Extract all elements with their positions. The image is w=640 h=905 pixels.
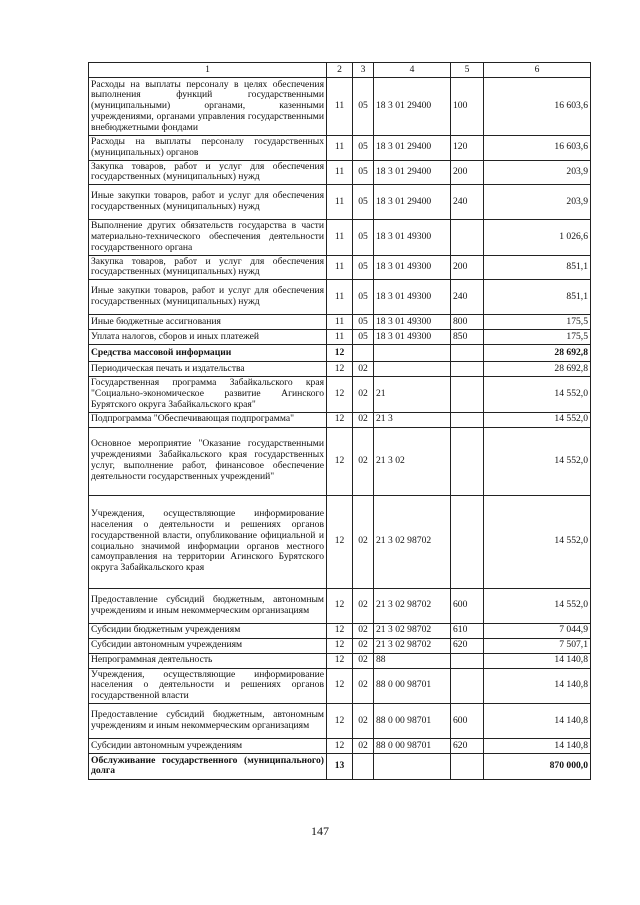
cell-rz: 11 bbox=[327, 136, 353, 161]
table-row bbox=[89, 280, 591, 315]
cell-vr bbox=[451, 495, 484, 588]
cell-rz: 11 bbox=[327, 78, 353, 136]
cell-csr: 88 bbox=[374, 653, 451, 668]
cell-rz: 11 bbox=[327, 185, 353, 220]
cell-rz: 12 bbox=[327, 623, 353, 638]
cell-name: Средства массовой информации bbox=[89, 345, 327, 362]
cell-name: Предоставление субсидий бюджетным, автономным учреждениям и иным некоммерческим организациям bbox=[89, 588, 327, 623]
cell-vr: 200 bbox=[451, 160, 484, 185]
cell-amount: 175,5 bbox=[484, 315, 591, 330]
cell-name: Иные закупки товаров, работ и услуг для обеспечения государственных (муниципальных) нужд bbox=[89, 280, 327, 315]
cell-csr: 18 3 01 49300 bbox=[374, 255, 451, 280]
cell-rz: 12 bbox=[327, 703, 353, 738]
table-row bbox=[89, 638, 591, 653]
cell-amount: 851,1 bbox=[484, 280, 591, 315]
cell-rz: 12 bbox=[327, 412, 353, 427]
cell-vr: 850 bbox=[451, 330, 484, 345]
cell-vr: 600 bbox=[451, 588, 484, 623]
cell-rz: 13 bbox=[327, 753, 353, 779]
cell-rz: 12 bbox=[327, 362, 353, 377]
cell-pr: 02 bbox=[353, 623, 374, 638]
cell-csr: 21 3 02 98702 bbox=[374, 623, 451, 638]
cell-name: Учреждения, осуществляющие информирование населения о деятельности и решениях органов государственной власти bbox=[89, 668, 327, 703]
table-header-row bbox=[89, 63, 591, 78]
cell-csr: 21 3 02 bbox=[374, 427, 451, 495]
cell-csr bbox=[374, 362, 451, 377]
table-row bbox=[89, 703, 591, 738]
cell-pr: 05 bbox=[353, 255, 374, 280]
cell-rz: 12 bbox=[327, 638, 353, 653]
cell-pr: 02 bbox=[353, 668, 374, 703]
column-header: 6 bbox=[484, 63, 591, 78]
cell-name: Субсидии бюджетным учреждениям bbox=[89, 623, 327, 638]
cell-name: Уплата налогов, сборов и иных платежей bbox=[89, 330, 327, 345]
cell-vr: 240 bbox=[451, 280, 484, 315]
cell-pr: 05 bbox=[353, 280, 374, 315]
cell-vr: 620 bbox=[451, 738, 484, 753]
cell-amount: 14 552,0 bbox=[484, 495, 591, 588]
table-row bbox=[89, 136, 591, 161]
cell-pr: 02 bbox=[353, 703, 374, 738]
cell-csr: 18 3 01 49300 bbox=[374, 220, 451, 255]
cell-pr: 05 bbox=[353, 136, 374, 161]
cell-rz: 12 bbox=[327, 653, 353, 668]
cell-rz: 12 bbox=[327, 738, 353, 753]
cell-pr: 02 bbox=[353, 495, 374, 588]
cell-pr bbox=[353, 345, 374, 362]
cell-amount: 203,9 bbox=[484, 160, 591, 185]
cell-pr: 05 bbox=[353, 185, 374, 220]
column-header: 4 bbox=[374, 63, 451, 78]
cell-amount: 175,5 bbox=[484, 330, 591, 345]
cell-name: Периодическая печать и издательства bbox=[89, 362, 327, 377]
cell-rz: 12 bbox=[327, 345, 353, 362]
table-row bbox=[89, 588, 591, 623]
cell-csr bbox=[374, 753, 451, 779]
cell-amount: 16 603,6 bbox=[484, 136, 591, 161]
cell-vr bbox=[451, 377, 484, 412]
cell-vr: 100 bbox=[451, 78, 484, 136]
column-header: 2 bbox=[327, 63, 353, 78]
cell-pr: 05 bbox=[353, 315, 374, 330]
cell-csr: 21 3 02 98702 bbox=[374, 588, 451, 623]
cell-amount: 16 603,6 bbox=[484, 78, 591, 136]
cell-vr bbox=[451, 753, 484, 779]
cell-name: Учреждения, осуществляющие информирование населения о деятельности и решениях органов государственной власти, опубликование официальной и социально значимой информации органов местного самоуправления на территории Агинского Бурятского округа Забайкальского края bbox=[89, 495, 327, 588]
cell-amount: 1 026,6 bbox=[484, 220, 591, 255]
cell-csr: 21 3 02 98702 bbox=[374, 638, 451, 653]
table-row bbox=[89, 738, 591, 753]
cell-amount: 7 507,1 bbox=[484, 638, 591, 653]
cell-vr: 800 bbox=[451, 315, 484, 330]
cell-rz: 11 bbox=[327, 280, 353, 315]
cell-pr: 02 bbox=[353, 362, 374, 377]
cell-rz: 12 bbox=[327, 427, 353, 495]
cell-name: Иные бюджетные ассигнования bbox=[89, 315, 327, 330]
cell-vr: 610 bbox=[451, 623, 484, 638]
cell-csr: 18 3 01 49300 bbox=[374, 330, 451, 345]
cell-pr: 05 bbox=[353, 160, 374, 185]
cell-vr bbox=[451, 668, 484, 703]
table-row bbox=[89, 753, 591, 779]
cell-name: Основное мероприятие "Оказание государственными учреждениями Забайкальского края государственных услуг, выполнение работ, финансовое обеспечение деятельности государственных учреждений" bbox=[89, 427, 327, 495]
table-row bbox=[89, 255, 591, 280]
cell-vr: 120 bbox=[451, 136, 484, 161]
cell-rz: 12 bbox=[327, 588, 353, 623]
table-row bbox=[89, 412, 591, 427]
cell-amount: 14 552,0 bbox=[484, 588, 591, 623]
table-row bbox=[89, 377, 591, 412]
cell-pr bbox=[353, 753, 374, 779]
table-row bbox=[89, 623, 591, 638]
cell-name: Государственная программа Забайкальского края "Социально-экономическое развитие Агинского Бурятского округа Забайкальского края" bbox=[89, 377, 327, 412]
cell-name: Непрограммная деятельность bbox=[89, 653, 327, 668]
table-row bbox=[89, 653, 591, 668]
cell-name: Расходы на выплаты персоналу в целях обеспечения выполнения функций государственными (муниципальными) органами, казенными учреждениями, органами управления государственными внебюджетными фондами bbox=[89, 78, 327, 136]
cell-pr: 05 bbox=[353, 220, 374, 255]
table-row bbox=[89, 362, 591, 377]
cell-name: Расходы на выплаты персоналу государственных (муниципальных) органов bbox=[89, 136, 327, 161]
cell-pr: 02 bbox=[353, 738, 374, 753]
cell-amount: 14 140,8 bbox=[484, 668, 591, 703]
cell-rz: 12 bbox=[327, 668, 353, 703]
cell-vr: 240 bbox=[451, 185, 484, 220]
cell-rz: 12 bbox=[327, 377, 353, 412]
cell-vr: 200 bbox=[451, 255, 484, 280]
cell-csr: 21 3 bbox=[374, 412, 451, 427]
cell-csr: 18 3 01 29400 bbox=[374, 160, 451, 185]
cell-rz: 11 bbox=[327, 330, 353, 345]
cell-name: Закупка товаров, работ и услуг для обеспечения государственных (муниципальных) нужд bbox=[89, 160, 327, 185]
cell-csr: 18 3 01 29400 bbox=[374, 185, 451, 220]
column-header: 1 bbox=[89, 63, 327, 78]
table-row bbox=[89, 160, 591, 185]
cell-csr: 18 3 01 29400 bbox=[374, 136, 451, 161]
cell-pr: 02 bbox=[353, 427, 374, 495]
cell-pr: 02 bbox=[353, 638, 374, 653]
cell-name: Выполнение других обязательств государства в части материально-технического обеспечения деятельности государственного органа bbox=[89, 220, 327, 255]
budget-table bbox=[88, 62, 591, 780]
column-header: 5 bbox=[451, 63, 484, 78]
cell-name: Обслуживание государственного (муниципального) долга bbox=[89, 753, 327, 779]
cell-vr: 600 bbox=[451, 703, 484, 738]
table-row bbox=[89, 668, 591, 703]
cell-csr: 18 3 01 29400 bbox=[374, 78, 451, 136]
table-row bbox=[89, 185, 591, 220]
cell-rz: 11 bbox=[327, 160, 353, 185]
cell-name: Субсидии автономным учреждениям bbox=[89, 738, 327, 753]
cell-vr: 620 bbox=[451, 638, 484, 653]
cell-name: Субсидии автономным учреждениям bbox=[89, 638, 327, 653]
cell-csr: 88 0 00 98701 bbox=[374, 738, 451, 753]
cell-vr bbox=[451, 345, 484, 362]
table-row bbox=[89, 427, 591, 495]
table-row bbox=[89, 495, 591, 588]
table-body bbox=[89, 78, 591, 780]
cell-csr: 21 bbox=[374, 377, 451, 412]
cell-amount: 14 552,0 bbox=[484, 427, 591, 495]
cell-csr: 18 3 01 49300 bbox=[374, 280, 451, 315]
column-header: 3 bbox=[353, 63, 374, 78]
cell-pr: 05 bbox=[353, 330, 374, 345]
cell-pr: 02 bbox=[353, 653, 374, 668]
cell-vr bbox=[451, 427, 484, 495]
cell-amount: 14 140,8 bbox=[484, 703, 591, 738]
cell-pr: 02 bbox=[353, 377, 374, 412]
cell-pr: 02 bbox=[353, 588, 374, 623]
cell-amount: 870 000,0 bbox=[484, 753, 591, 779]
table-row bbox=[89, 220, 591, 255]
cell-name: Предоставление субсидий бюджетным, автономным учреждениям и иным некоммерческим организациям bbox=[89, 703, 327, 738]
cell-rz: 11 bbox=[327, 255, 353, 280]
cell-csr: 18 3 01 49300 bbox=[374, 315, 451, 330]
cell-rz: 11 bbox=[327, 315, 353, 330]
table-row bbox=[89, 78, 591, 136]
table-row bbox=[89, 345, 591, 362]
cell-name: Закупка товаров, работ и услуг для обеспечения государственных (муниципальных) нужд bbox=[89, 255, 327, 280]
cell-rz: 11 bbox=[327, 220, 353, 255]
cell-name: Иные закупки товаров, работ и услуг для обеспечения государственных (муниципальных) нужд bbox=[89, 185, 327, 220]
cell-pr: 02 bbox=[353, 412, 374, 427]
cell-vr bbox=[451, 362, 484, 377]
table-row bbox=[89, 315, 591, 330]
table-row bbox=[89, 330, 591, 345]
cell-amount: 851,1 bbox=[484, 255, 591, 280]
cell-pr: 05 bbox=[353, 78, 374, 136]
cell-csr bbox=[374, 345, 451, 362]
cell-amount: 14 140,8 bbox=[484, 738, 591, 753]
cell-amount: 14 552,0 bbox=[484, 412, 591, 427]
cell-amount: 7 044,9 bbox=[484, 623, 591, 638]
cell-amount: 14 140,8 bbox=[484, 653, 591, 668]
cell-vr bbox=[451, 220, 484, 255]
cell-csr: 21 3 02 98702 bbox=[374, 495, 451, 588]
cell-amount: 14 552,0 bbox=[484, 377, 591, 412]
cell-amount: 28 692,8 bbox=[484, 362, 591, 377]
cell-vr bbox=[451, 412, 484, 427]
cell-name: Подпрограмма "Обеспечивающая подпрограмма" bbox=[89, 412, 327, 427]
cell-amount: 28 692,8 bbox=[484, 345, 591, 362]
cell-csr: 88 0 00 98701 bbox=[374, 668, 451, 703]
cell-rz: 12 bbox=[327, 495, 353, 588]
cell-csr: 88 0 00 98701 bbox=[374, 703, 451, 738]
page-number: 147 bbox=[311, 824, 329, 838]
cell-vr bbox=[451, 653, 484, 668]
cell-amount: 203,9 bbox=[484, 185, 591, 220]
